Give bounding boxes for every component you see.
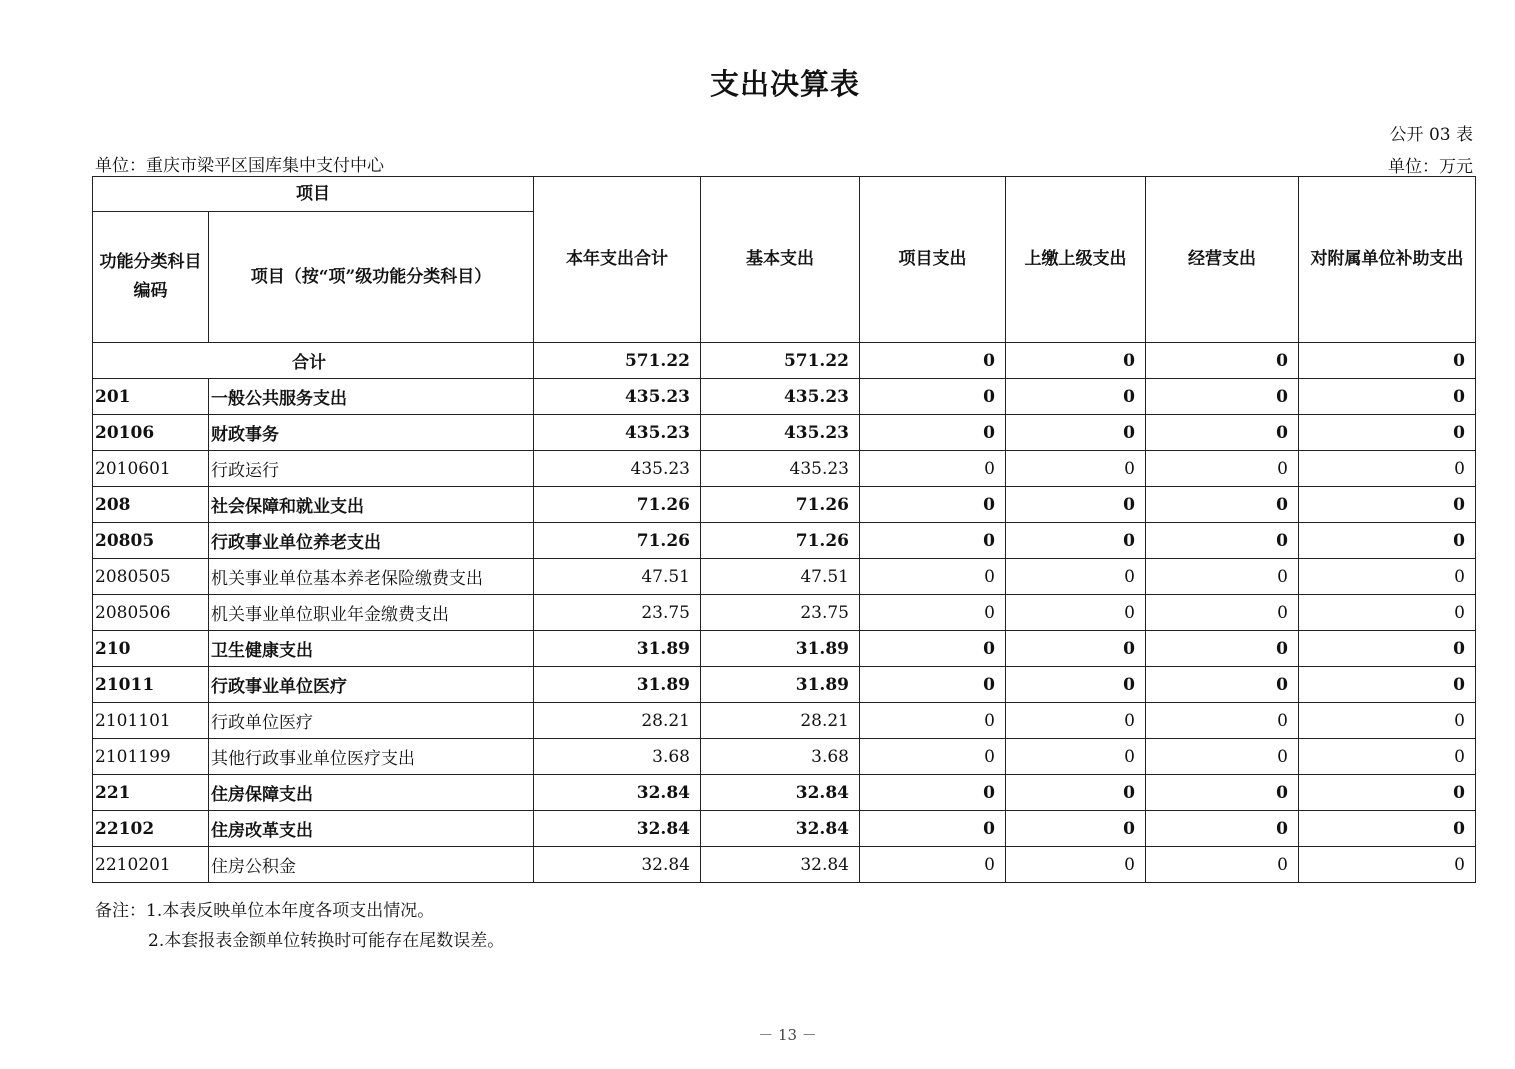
row-cell-business: 0 <box>1146 775 1299 811</box>
row-cell-project-expenditure: 0 <box>860 703 1006 739</box>
row-cell-subsidy: 0 <box>1299 775 1476 811</box>
row-cell-basic: 31.89 <box>701 667 860 703</box>
row-cell-project-expenditure: 0 <box>860 631 1006 667</box>
row-cell-name: 住房改革支出 <box>209 811 534 847</box>
row-cell-name: 行政运行 <box>209 451 534 487</box>
row-cell-business: 0 <box>1146 847 1299 883</box>
row-cell-business: 0 <box>1146 559 1299 595</box>
header-total: 本年支出合计 <box>534 177 701 343</box>
row-cell-project-expenditure: 0 <box>860 379 1006 415</box>
total-cell-upper-remittance: 0 <box>1006 343 1146 379</box>
table-row <box>93 487 1476 523</box>
reporting-unit: 单位：重庆市梁平区国库集中支付中心 <box>95 156 384 176</box>
row-cell-business: 0 <box>1146 739 1299 775</box>
row-cell-business: 0 <box>1146 811 1299 847</box>
row-cell-subsidy: 0 <box>1299 487 1476 523</box>
row-cell-total: 435.23 <box>534 415 701 451</box>
row-cell-basic: 23.75 <box>701 595 860 631</box>
row-cell-subsidy: 0 <box>1299 523 1476 559</box>
row-cell-total: 71.26 <box>534 487 701 523</box>
page-number: － 13 － <box>758 1026 817 1044</box>
row-cell-business: 0 <box>1146 415 1299 451</box>
row-cell-upper-remittance: 0 <box>1006 775 1146 811</box>
row-cell-name: 一般公共服务支出 <box>209 379 534 415</box>
total-cell-basic: 571.22 <box>701 343 860 379</box>
row-cell-code: 2010601 <box>93 451 209 487</box>
row-cell-code: 20805 <box>93 523 209 559</box>
row-cell-project-expenditure: 0 <box>860 667 1006 703</box>
row-cell-code: 2101101 <box>93 703 209 739</box>
total-cell-project-expenditure: 0 <box>860 343 1006 379</box>
row-cell-total: 28.21 <box>534 703 701 739</box>
row-cell-upper-remittance: 0 <box>1006 595 1146 631</box>
row-cell-total: 47.51 <box>534 559 701 595</box>
header-subsidy: 对附属单位补助支出 <box>1299 177 1476 343</box>
row-cell-upper-remittance: 0 <box>1006 415 1146 451</box>
row-cell-business: 0 <box>1146 379 1299 415</box>
row-cell-total: 435.23 <box>534 379 701 415</box>
header-business: 经营支出 <box>1146 177 1299 343</box>
row-cell-upper-remittance: 0 <box>1006 631 1146 667</box>
row-cell-business: 0 <box>1146 487 1299 523</box>
table-row <box>93 631 1476 667</box>
row-cell-total: 71.26 <box>534 523 701 559</box>
total-cell-total: 571.22 <box>534 343 701 379</box>
row-cell-subsidy: 0 <box>1299 559 1476 595</box>
row-cell-name: 行政单位医疗 <box>209 703 534 739</box>
row-cell-name: 机关事业单位基本养老保险缴费支出 <box>209 559 534 595</box>
row-cell-name: 住房公积金 <box>209 847 534 883</box>
table-body <box>93 343 1476 883</box>
row-cell-name: 机关事业单位职业年金缴费支出 <box>209 595 534 631</box>
row-cell-basic: 32.84 <box>701 847 860 883</box>
row-cell-total: 31.89 <box>534 667 701 703</box>
row-cell-basic: 435.23 <box>701 379 860 415</box>
row-cell-total: 23.75 <box>534 595 701 631</box>
table-row <box>93 739 1476 775</box>
row-cell-upper-remittance: 0 <box>1006 847 1146 883</box>
row-cell-subsidy: 0 <box>1299 379 1476 415</box>
row-cell-project-expenditure: 0 <box>860 523 1006 559</box>
row-cell-project-expenditure: 0 <box>860 739 1006 775</box>
row-cell-basic: 31.89 <box>701 631 860 667</box>
row-cell-subsidy: 0 <box>1299 667 1476 703</box>
row-cell-upper-remittance: 0 <box>1006 703 1146 739</box>
row-cell-project-expenditure: 0 <box>860 559 1006 595</box>
table-row <box>93 595 1476 631</box>
row-cell-business: 0 <box>1146 523 1299 559</box>
table-row <box>93 847 1476 883</box>
row-cell-code: 2080506 <box>93 595 209 631</box>
row-cell-basic: 435.23 <box>701 451 860 487</box>
table-row <box>93 667 1476 703</box>
row-cell-total: 435.23 <box>534 451 701 487</box>
row-cell-business: 0 <box>1146 451 1299 487</box>
row-cell-code: 210 <box>93 631 209 667</box>
total-label: 合计 <box>93 343 534 379</box>
row-cell-business: 0 <box>1146 667 1299 703</box>
header-project: 项目 <box>93 177 534 212</box>
row-cell-basic: 28.21 <box>701 703 860 739</box>
row-cell-subsidy: 0 <box>1299 451 1476 487</box>
table-row <box>93 559 1476 595</box>
row-cell-project-expenditure: 0 <box>860 847 1006 883</box>
expenditure-table <box>92 176 1476 883</box>
row-cell-subsidy: 0 <box>1299 415 1476 451</box>
row-cell-project-expenditure: 0 <box>860 775 1006 811</box>
table-row <box>93 451 1476 487</box>
currency-unit: 单位：万元 <box>1388 157 1473 177</box>
row-cell-project-expenditure: 0 <box>860 415 1006 451</box>
row-cell-name: 行政事业单位养老支出 <box>209 523 534 559</box>
header-upper-remittance: 上缴上级支出 <box>1006 177 1146 343</box>
table-row <box>93 415 1476 451</box>
row-cell-code: 21011 <box>93 667 209 703</box>
row-cell-code: 208 <box>93 487 209 523</box>
page-title: 支出决算表 <box>709 67 860 101</box>
header-basic: 基本支出 <box>701 177 860 343</box>
table-row <box>93 775 1476 811</box>
row-cell-name: 社会保障和就业支出 <box>209 487 534 523</box>
row-cell-basic: 71.26 <box>701 487 860 523</box>
row-cell-upper-remittance: 0 <box>1006 523 1146 559</box>
row-cell-business: 0 <box>1146 595 1299 631</box>
row-cell-upper-remittance: 0 <box>1006 811 1146 847</box>
row-cell-code: 201 <box>93 379 209 415</box>
row-cell-name: 行政事业单位医疗 <box>209 667 534 703</box>
table-row <box>93 703 1476 739</box>
row-cell-name: 住房保障支出 <box>209 775 534 811</box>
form-number: 公开 03 表 <box>1389 125 1473 145</box>
row-cell-name: 其他行政事业单位医疗支出 <box>209 739 534 775</box>
row-cell-code: 2210201 <box>93 847 209 883</box>
table-row <box>93 379 1476 415</box>
row-cell-upper-remittance: 0 <box>1006 451 1146 487</box>
row-cell-code: 2080505 <box>93 559 209 595</box>
row-cell-subsidy: 0 <box>1299 739 1476 775</box>
row-cell-subsidy: 0 <box>1299 811 1476 847</box>
row-cell-upper-remittance: 0 <box>1006 559 1146 595</box>
row-cell-upper-remittance: 0 <box>1006 739 1146 775</box>
row-cell-basic: 32.84 <box>701 811 860 847</box>
note-1: 备注：1.本表反映单位本年度各项支出情况。 <box>95 901 435 921</box>
row-cell-code: 221 <box>93 775 209 811</box>
row-cell-basic: 32.84 <box>701 775 860 811</box>
header-func-name: 项目（按“项”级功能分类科目） <box>209 212 534 343</box>
row-cell-name: 财政事务 <box>209 415 534 451</box>
row-cell-project-expenditure: 0 <box>860 487 1006 523</box>
row-cell-name: 卫生健康支出 <box>209 631 534 667</box>
row-cell-basic: 71.26 <box>701 523 860 559</box>
row-cell-total: 32.84 <box>534 811 701 847</box>
row-cell-total: 32.84 <box>534 847 701 883</box>
row-cell-total: 3.68 <box>534 739 701 775</box>
header-func-code: 功能分类科目编码 <box>93 212 209 343</box>
row-cell-project-expenditure: 0 <box>860 811 1006 847</box>
note-2: 2.本套报表金额单位转换时可能存在尾数误差。 <box>148 931 505 951</box>
row-cell-upper-remittance: 0 <box>1006 379 1146 415</box>
row-cell-business: 0 <box>1146 631 1299 667</box>
row-cell-basic: 47.51 <box>701 559 860 595</box>
row-cell-code: 22102 <box>93 811 209 847</box>
row-cell-basic: 435.23 <box>701 415 860 451</box>
row-cell-subsidy: 0 <box>1299 631 1476 667</box>
notes <box>95 896 504 956</box>
row-cell-subsidy: 0 <box>1299 595 1476 631</box>
row-cell-upper-remittance: 0 <box>1006 487 1146 523</box>
row-cell-code: 20106 <box>93 415 209 451</box>
table-row <box>93 523 1476 559</box>
row-cell-upper-remittance: 0 <box>1006 667 1146 703</box>
total-cell-business: 0 <box>1146 343 1299 379</box>
row-cell-project-expenditure: 0 <box>860 595 1006 631</box>
row-cell-basic: 3.68 <box>701 739 860 775</box>
row-cell-total: 31.89 <box>534 631 701 667</box>
total-cell-subsidy: 0 <box>1299 343 1476 379</box>
row-cell-subsidy: 0 <box>1299 703 1476 739</box>
row-cell-total: 32.84 <box>534 775 701 811</box>
row-cell-code: 2101199 <box>93 739 209 775</box>
total-row <box>93 343 1476 379</box>
row-cell-subsidy: 0 <box>1299 847 1476 883</box>
row-cell-business: 0 <box>1146 703 1299 739</box>
row-cell-project-expenditure: 0 <box>860 451 1006 487</box>
table-row <box>93 811 1476 847</box>
header-project-expenditure: 项目支出 <box>860 177 1006 343</box>
